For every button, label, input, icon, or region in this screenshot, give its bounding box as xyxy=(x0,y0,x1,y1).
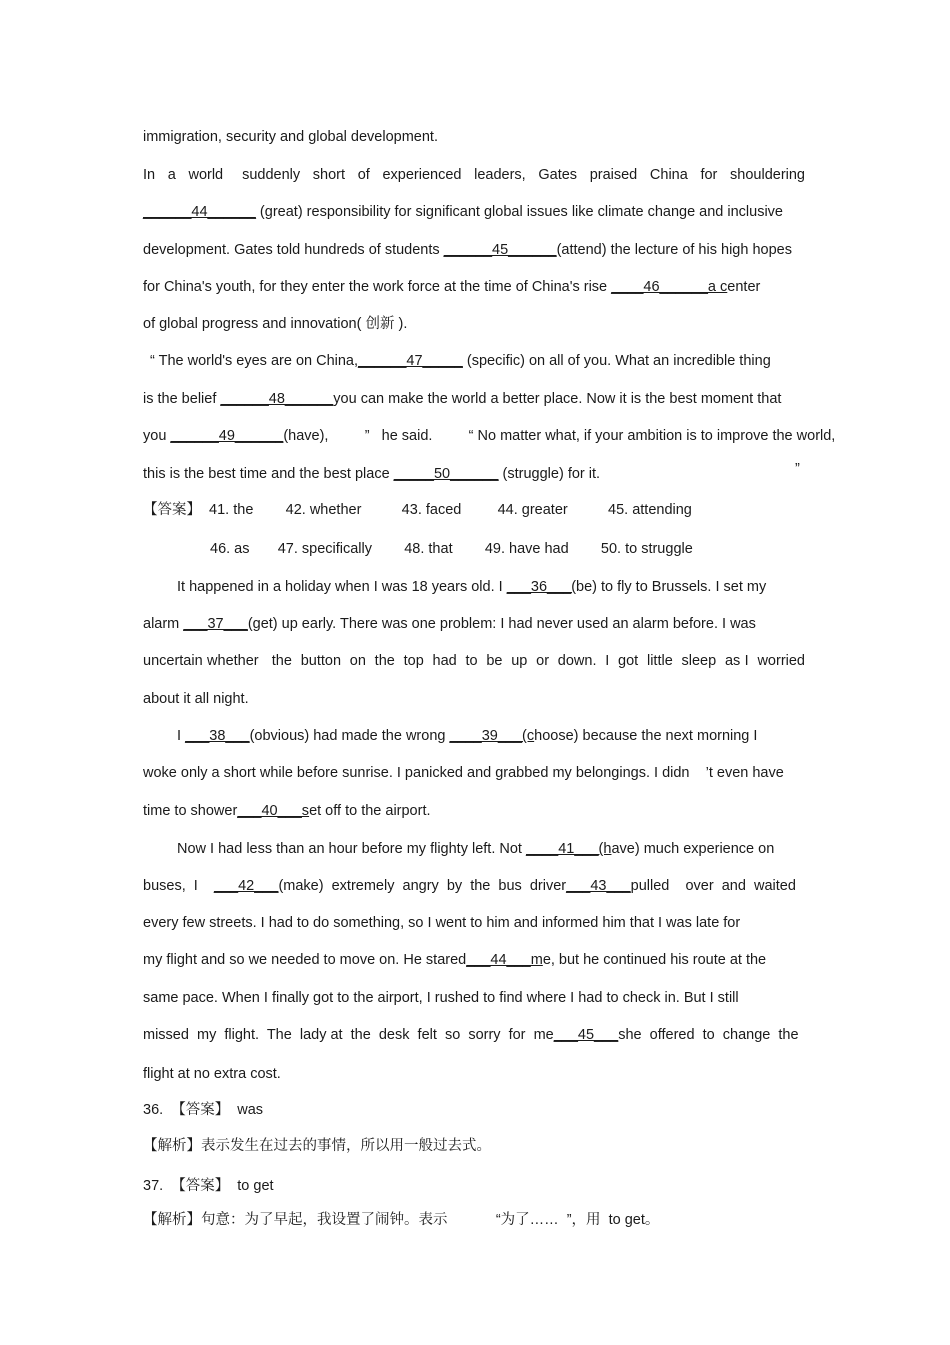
blank-47: ______47_____ xyxy=(358,353,463,369)
blank-48: ______48______ xyxy=(220,391,334,407)
passage2-line-13: missed my flight. The lady at the desk felt so sorry for me___45___she offered to change the xyxy=(143,1027,799,1043)
blank-44: ______44______ xyxy=(143,204,256,220)
passage1-line-3: ______44______ (great) responsibility for significant global issues like climate change and inclusive xyxy=(143,204,783,220)
blank-45: ______45______ xyxy=(443,242,557,258)
passage1-line-10: this is the best time and the best place _____50______ (struggle) for it. xyxy=(143,466,601,482)
blank-36: ___36___( xyxy=(506,579,577,595)
blank-38: ___38___ xyxy=(185,728,250,744)
answer-37: 37. 【答案】 to get xyxy=(143,1178,274,1194)
passage2-line-3: uncertain whether the button on the top had to be up or down. I got little sleep as I worried xyxy=(143,653,805,669)
blank-41: ____41___(h xyxy=(525,841,612,857)
passage2-line-12: same pace. When I finally got to the airport, I rushed to find where I had to check in. But I still xyxy=(143,990,739,1006)
blank-37: ___37___ xyxy=(183,616,248,632)
explanation-36: 【解析】表示发生在过去的事情，所以用一般过去式。 xyxy=(143,1138,491,1154)
blank-43: ___43___ xyxy=(566,878,631,894)
blank-46: ____46______a c xyxy=(611,279,728,295)
passage2-line-9: buses, I ___42___(make) extremely angry by the bus driver___43___pulled over and waited xyxy=(143,878,796,894)
passage1-line-1: immigration, security and global development. xyxy=(143,129,438,145)
passage1-line-4: development. Gates told hundreds of students ______45______(attend) the lecture of his high hopes xyxy=(143,242,792,258)
answer-36: 36. 【答案】 was xyxy=(143,1102,264,1118)
blank-49: ______49______ xyxy=(170,428,284,444)
closing-quote: ” xyxy=(795,461,800,477)
passage2-line-7: time to shower___40___set off to the airport. xyxy=(143,803,431,819)
blank-45b: ___45___ xyxy=(553,1027,619,1043)
blank-40: ___40___s xyxy=(237,803,310,819)
passage1-line-8: is the belief ______48______you can make the world a better place. Now it is the best moment that xyxy=(143,391,782,407)
passage2-line-14: flight at no extra cost. xyxy=(143,1066,281,1082)
blank-50: _____50______ xyxy=(393,466,499,482)
passage2-line-10: every few streets. I had to do something, so I went to him and informed him that I was late for xyxy=(143,915,741,931)
passage1-line-6: of global progress and innovation( 创新 ). xyxy=(143,316,408,332)
answers-46-50: 46. as 47. specifically 48. that 49. have had 50. to struggle xyxy=(210,541,693,557)
blank-39: ____39___(c xyxy=(449,728,535,744)
passage2-line-6: woke only a short while before sunrise. I panicked and grabbed my belongings. I didn ’t even have xyxy=(143,765,784,781)
passage2-line-11: my flight and so we needed to move on. He stared___44___me, but he continued his route at the xyxy=(143,952,767,968)
passage2-line-5: I ___38___(obvious) had made the wrong ____39___(choose) because the next morning I xyxy=(177,728,758,744)
passage1-line-7: “ The world's eyes are on China,______47_____ (specific) on all of you. What an incredible thing xyxy=(150,353,771,369)
passage2-line-8: Now I had less than an hour before my flighty left. Not ____41___(have) much experience on xyxy=(177,841,775,857)
passage2-line-1: It happened in a holiday when I was 18 years old. I ___36___(be) to fly to Brussels. I set my xyxy=(177,579,767,595)
passage1-line-5: for China's youth, for they enter the work force at the time of China's rise ____46______a center xyxy=(143,279,761,295)
answers-41-45: 【答案】 41. the 42. whether 43. faced 44. greater 45. attending xyxy=(143,502,692,518)
passage2-line-4: about it all night. xyxy=(143,691,249,707)
explanation-37: 【解析】句意：为了早起，我设置了闹钟。表示 “为了…… ”，用 to get。 xyxy=(143,1212,660,1228)
passage1-line-2: In a world suddenly short of experienced leaders, Gates praised China for shouldering xyxy=(143,167,805,183)
blank-42: ___42___ xyxy=(213,878,279,894)
blank-44b: ___44___m xyxy=(466,952,543,968)
passage1-line-9: you ______49______(have), ” he said. “ No matter what, if your ambition is to improve the world, xyxy=(143,428,836,444)
passage2-line-2: alarm ___37___(get) up early. There was one problem: I had never used an alarm before. I was xyxy=(143,616,756,632)
